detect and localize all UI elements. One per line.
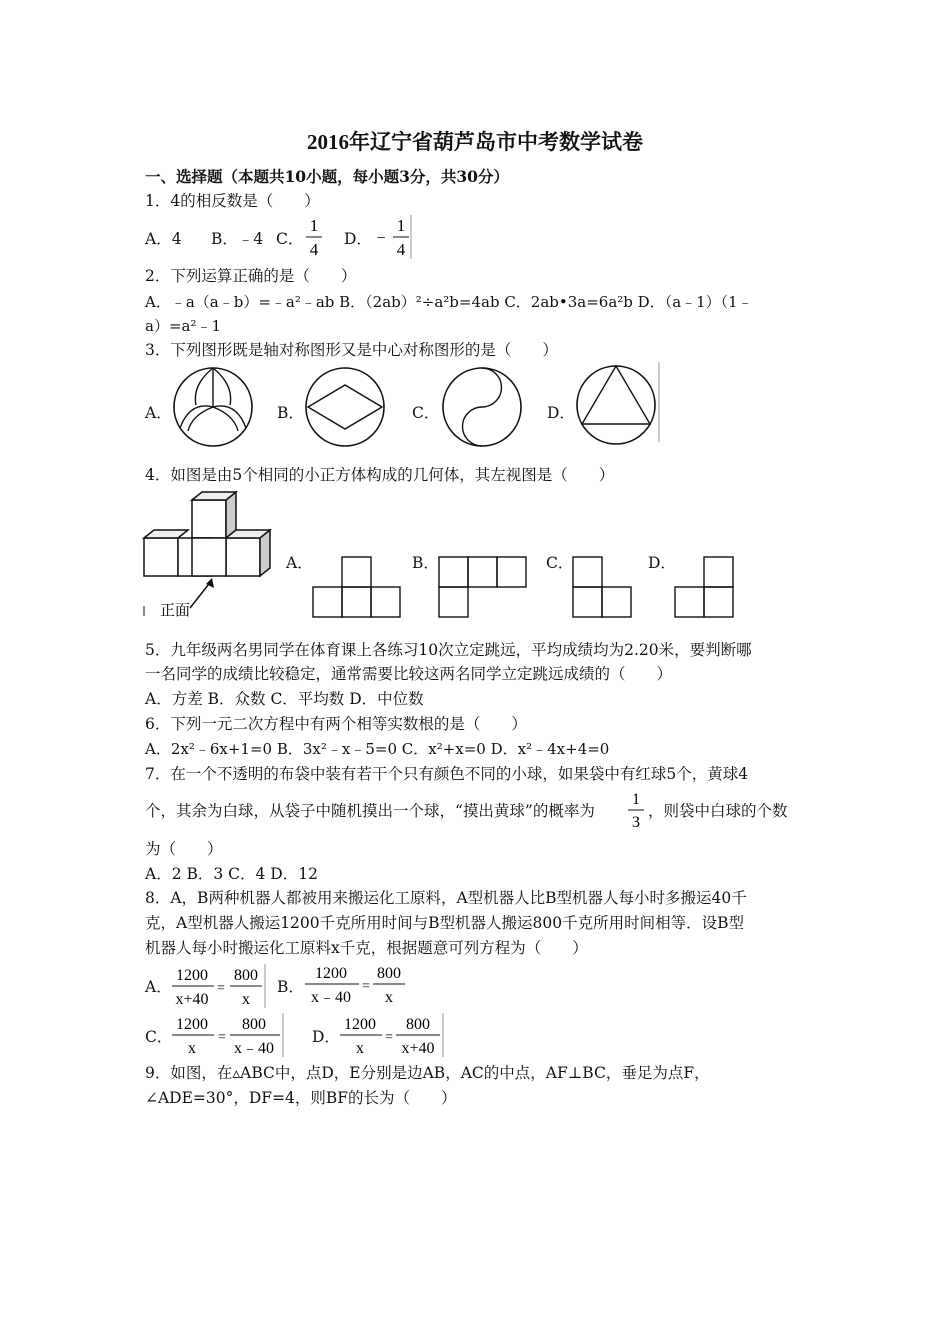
svg-text:1200: 1200 [344,1016,376,1033]
q4-view-b [438,555,530,619]
q1-option-d: D． [344,230,372,248]
q7-line1: 7．在一个不透明的布袋中装有若干个只有颜色不同的小球，如果袋中有红球5个，黄球4 [145,765,749,783]
q3-option-a: A． [145,404,172,422]
q3-figure-d [574,362,662,446]
q2-options-line1: A．﹣a（a﹣b）=﹣a²﹣ab B．（2ab）²÷a²b=4ab C．2ab•3a=6a²b D．（a﹣1）（1﹣ [145,293,753,311]
section-heading: 一、选择题（本题共10小题，每小题3分，共30分） [145,167,509,186]
q5-line1: 5．九年级两名男同学在体育课上各练习10次立定跳远，平均成绩均为2.20米，要判断哪 [145,641,752,659]
q9-line2: ∠ADE=30°，DF=4，则BF的长为（ ） [145,1089,457,1107]
frac-num: 1 [396,216,406,235]
svg-text:=: = [218,1030,226,1045]
q7-options: A．2 B．3 C．4 D．12 [145,865,318,883]
q4-view-d [674,555,738,619]
front-label: 正面 [160,603,191,618]
q4-view-c [572,555,636,619]
q1-option-a: A．4 [145,230,182,248]
q7-fraction [626,788,646,832]
svg-text:=: = [217,981,225,996]
q4-stem: 4．如图是由5个相同的小正方体构成的几何体，其左视图是（ ） [145,466,615,484]
q4-option-d: D． [648,554,676,572]
svg-text:x: x [188,1040,196,1057]
q1-fraction-c [304,213,324,261]
q8-equation-c [170,1011,286,1059]
q3-option-d: D． [547,404,575,422]
q4-option-a: A． [286,554,313,572]
frac-num: 1 [309,216,319,235]
q1-fraction-d [376,213,414,261]
q8-option-c: C． [145,1028,173,1046]
q3-option-c: C． [412,404,440,422]
q1-stem: 1．4的相反数是（ ） [145,192,320,210]
page-title: 2016年辽宁省葫芦岛市中考数学试卷 [307,130,643,154]
q5-options: A．方差 B．众数 C．平均数 D．中位数 [145,690,424,708]
q8-option-b: B． [277,978,304,996]
q3-figure-a [170,365,260,449]
q4-solid-figure [140,488,280,618]
frac-den: 4 [396,240,406,259]
q3-figure-c [439,365,525,449]
q1-option-b: B．﹣4 [211,230,264,248]
q7-line2b: ，则袋中白球的个数 [648,802,788,820]
svg-text:x: x [356,1040,364,1057]
svg-text:x: x [242,991,250,1008]
q3-option-b: B． [277,404,304,422]
q8-equation-b [303,960,411,1008]
q7-line2a: 个，其余为白球，从袋子中随机摸出一个球，“摸出黄球”的概率为 [145,802,595,820]
frac-den: 3 [632,814,640,831]
q2-options-line2: a）=a²﹣1 [145,317,222,335]
svg-text:=: = [362,979,370,994]
svg-text:1200: 1200 [176,1016,208,1033]
q8-equation-d [338,1011,446,1059]
svg-text:=: = [385,1030,393,1045]
q6-stem: 6．下列一元二次方程中有两个相等实数根的是（ ） [145,715,527,733]
frac-den: 4 [309,240,319,259]
q8-option-a: A． [145,978,172,996]
svg-text:800: 800 [406,1016,430,1033]
q6-options: A．2x²﹣6x+1=0 B．3x²﹣x﹣5=0 C．x²+x=0 D．x²﹣4x+4=0 [145,740,610,758]
svg-text:x: x [385,989,393,1006]
svg-text:x﹣40: x﹣40 [233,1040,275,1057]
svg-text:800: 800 [242,1016,266,1033]
q8-line3: 机器人每小时搬运化工原料x千克，根据题意可列方程为（ ） [145,939,588,957]
svg-text:1200: 1200 [315,965,347,982]
q4-option-c: C． [546,554,574,572]
q4-view-a [312,555,404,619]
q3-stem: 3．下列图形既是轴对称图形又是中心对称图形的是（ ） [145,341,558,359]
q7-line3: 为（ ） [145,840,223,858]
svg-text:800: 800 [234,967,258,984]
svg-text:x+40: x+40 [175,991,209,1008]
q5-line2: 一名同学的成绩比较稳定，通常需要比较这两名同学立定跳远成绩的（ ） [145,665,673,683]
q4-option-b: B． [412,554,439,572]
frac-sign: − [376,230,386,247]
q8-line1: 8．A，B两种机器人都被用来搬运化工原料，A型机器人比B型机器人每小时多搬运40千 [145,889,747,907]
frac-num: 1 [632,791,640,808]
q9-line1: 9．如图，在▵ABC中，点D，E分别是边AB，AC的中点，AF⊥BC，垂足为点F， [145,1064,710,1082]
svg-text:1200: 1200 [176,967,208,984]
q8-option-d: D． [312,1028,340,1046]
svg-text:x﹣40: x﹣40 [310,989,352,1006]
q2-stem: 2．下列运算正确的是（ ） [145,267,357,285]
svg-text:x+40: x+40 [401,1040,435,1057]
svg-text:800: 800 [377,965,401,982]
q1-option-c: C． [276,230,304,248]
q3-figure-b [302,365,388,449]
q8-equation-a [170,962,270,1010]
q8-line2: 克，A型机器人搬运1200千克所用时间与B型机器人搬运800千克所用时间相等．设B型 [145,914,745,932]
